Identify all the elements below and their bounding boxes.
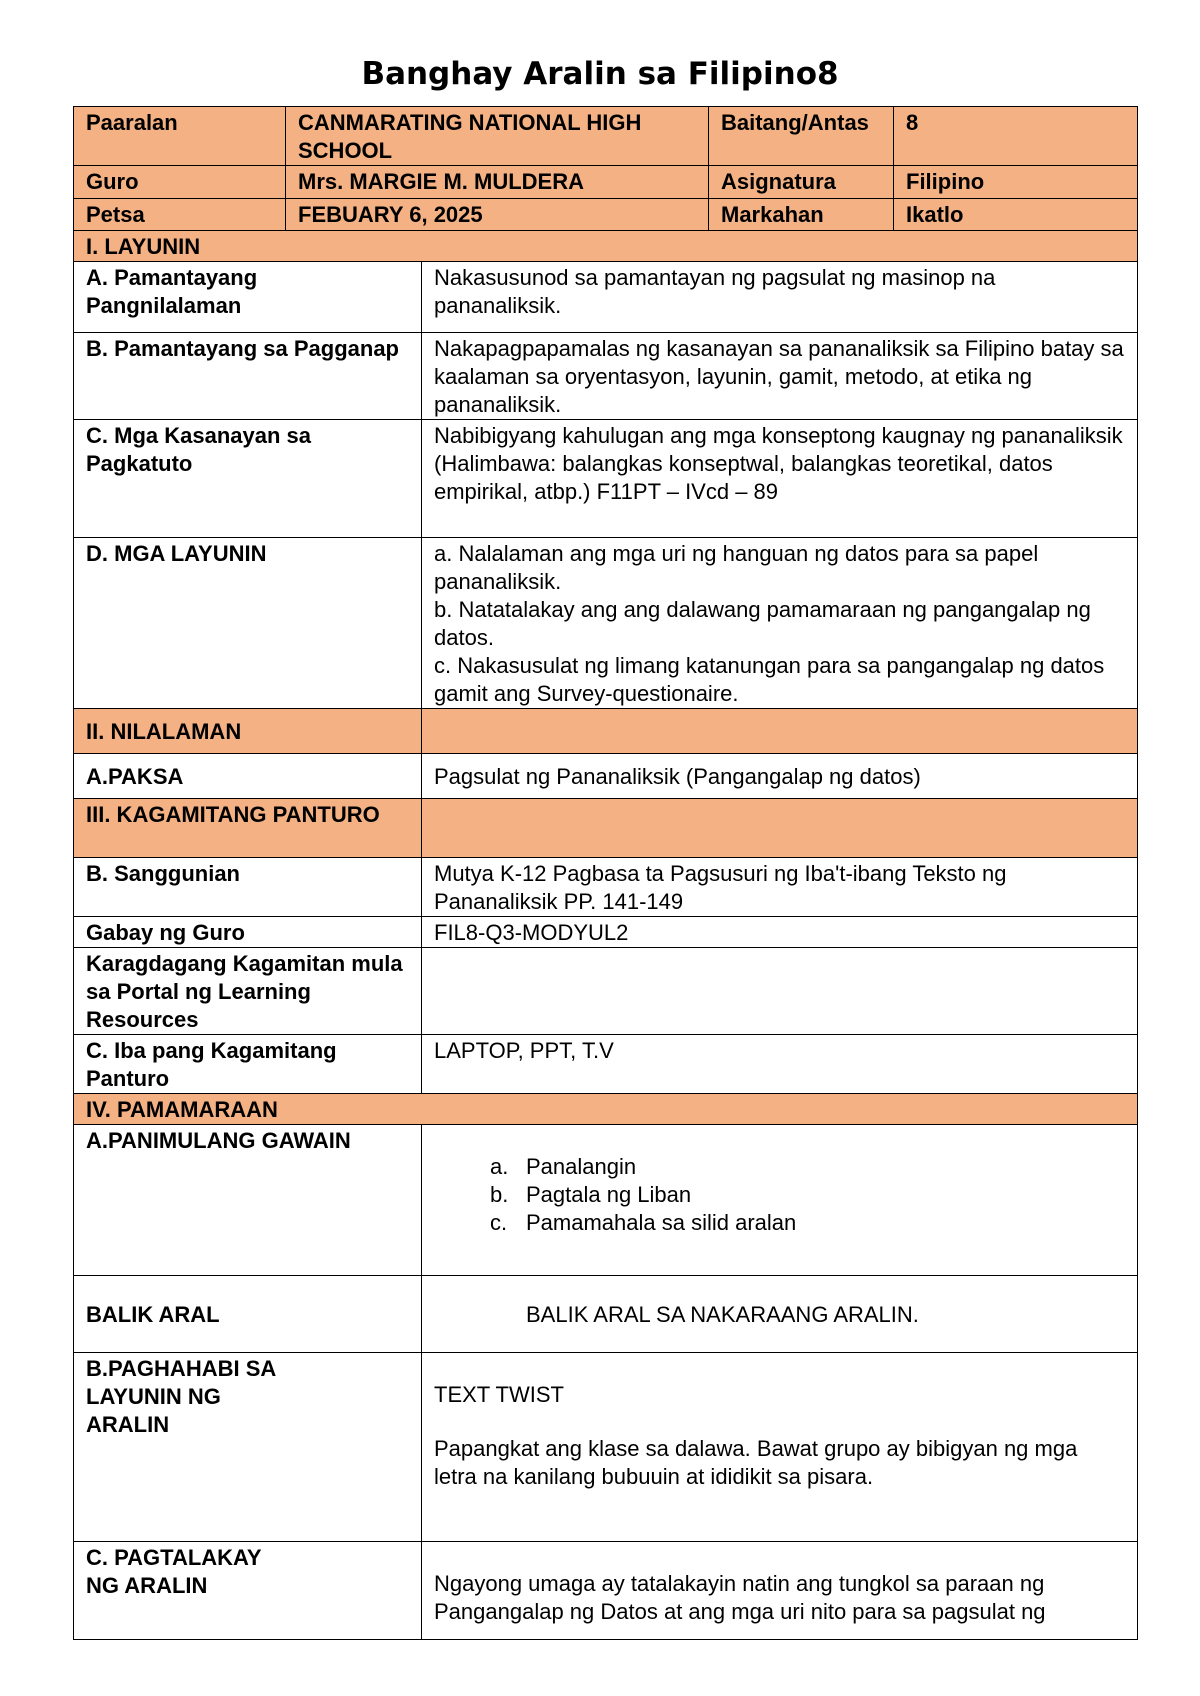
guro-value: Mrs. MARGIE M. MULDERA [286,166,709,199]
asignatura-value: Filipino [894,166,1138,199]
row-pangnilalaman [74,262,1138,333]
section-pamamaraan: IV. PAMAMARAAN [74,1094,1138,1125]
paghahabi-title: TEXT TWIST [434,1382,564,1407]
row-gabay [74,917,1138,948]
row-balik-aral [74,1276,1138,1353]
row-paksa [74,754,1138,799]
list-marker: b. [490,1182,509,1207]
petsa-value: FEBUARY 6, 2025 [286,199,709,232]
paaralan-label: Paaralan [74,107,286,166]
balik-value-text: BALIK ARAL SA NAKARAANG ARALIN. [526,1302,919,1327]
pangnilalaman-value: Nakasusunod sa pamantayan ng pagsulat ng masinop na pananaliksik. [422,262,1138,333]
row-sanggunian [74,858,1138,917]
section-row-kagamitan [74,799,1138,858]
paghahabi-label [74,1353,422,1542]
panimulang-item [490,1153,1125,1181]
baitang-value: 8 [894,107,1138,166]
list-item-text: Pamamahala sa silid aralan [526,1210,797,1235]
row-iba [74,1035,1138,1094]
markahan-label: Markahan [709,199,894,232]
section-kagamitan: III. KAGAMITANG PANTURO [74,799,422,858]
header-info-table [73,106,1138,232]
list-item-text: Panalangin [526,1154,637,1179]
panimulang-item [490,1209,1125,1237]
layunin-item-c: c. Nakasusulat ng limang katanungan para sa pangangalap ng datos gamit ang Survey-questionaire. [434,653,1105,706]
petsa-label: Petsa [74,199,286,232]
header-row-paaralan [74,107,1138,166]
row-pagtalakay [74,1542,1138,1640]
iba-label: C. Iba pang Kagamitang Panturo [74,1035,422,1094]
pagtalakay-label [74,1542,422,1640]
asignatura-label: Asignatura [709,166,894,199]
balik-value [422,1276,1138,1353]
list-marker: c. [490,1210,508,1235]
header-row-guro [74,166,1138,199]
section-kagamitan-empty [422,799,1138,858]
section-row-nilalaman [74,709,1138,754]
pagganap-value: Nakapagpapamalas ng kasanayan sa pananaliksik sa Filipino batay sa kaalaman sa oryentasyon, layunin, gamit, metodo, at etika ng pananaliksik. [422,333,1138,420]
kasanayan-label: C. Mga Kasanayan sa Pagkatuto [74,420,422,538]
panimulang-item [490,1181,1125,1209]
paghahabi-label-text: B.PAGHAHABI SA LAYUNIN NG ARALIN [86,1356,276,1437]
lesson-plan-table [73,230,1138,1640]
paaralan-value: CANMARATING NATIONAL HIGH SCHOOL [286,107,709,166]
layunin-item-a: a. Nalalaman ang mga uri ng hanguan ng datos para sa papel pananaliksik. [434,541,1039,594]
row-kasanayan [74,420,1138,538]
balik-label: BALIK ARAL [74,1276,422,1353]
pagtalakay-value [422,1542,1138,1640]
section-nilalaman: II. NILALAMAN [74,709,422,754]
row-pagganap [74,333,1138,420]
mga-layunin-value [422,538,1138,709]
layunin-item-b: b. Natatalakay ang ang dalawang pamamaraan ng pangangalap ng datos. [434,597,1091,650]
paghahabi-text: Papangkat ang klase sa dalawa. Bawat grupo ay bibigyan ng mga letra na kanilang bubuuin at ididikit sa pisara. [434,1436,1078,1489]
gabay-label: Gabay ng Guro [74,917,422,948]
karagdagang-value [422,948,1138,1035]
baitang-label: Baitang/Antas [709,107,894,166]
paksa-value: Pagsulat ng Pananaliksik (Pangangalap ng datos) [422,754,1138,799]
markahan-value: Ikatlo [894,199,1138,232]
iba-value: LAPTOP, PPT, T.V [422,1035,1138,1094]
section-nilalaman-empty [422,709,1138,754]
gabay-value: FIL8-Q3-MODYUL2 [422,917,1138,948]
sanggunian-label: B. Sanggunian [74,858,422,917]
list-marker: a. [490,1154,509,1179]
section-layunin: I. LAYUNIN [74,231,1138,262]
section-row-layunin [74,231,1138,262]
row-paghahabi [74,1353,1138,1542]
panimulang-value [422,1125,1138,1276]
pagganap-label: B. Pamantayang sa Pagganap [74,333,422,420]
section-row-pamamaraan [74,1094,1138,1125]
kasanayan-value-1: Nabibigyang kahulugan ang mga konseptong kaugnay ng pananaliksik [434,423,1123,448]
kasanayan-value-2: (Halimbawa: balangkas konseptwal, balangkas teoretikal, datos empirikal, atbp.) F11PT – IVcd – 89 [434,451,1053,504]
karagdagang-label: Karagdagang Kagamitan mula sa Portal ng Learning Resources [74,948,422,1035]
row-panimulang [74,1125,1138,1276]
paghahabi-value [422,1353,1138,1542]
list-item-text: Pagtala ng Liban [526,1182,692,1207]
sanggunian-value: Mutya K-12 Pagbasa ta Pagsusuri ng Iba't-ibang Teksto ng Pananaliksik PP. 141-149 [422,858,1138,917]
row-mga-layunin [74,538,1138,709]
guro-label: Guro [74,166,286,199]
paksa-label: A.PAKSA [74,754,422,799]
header-row-petsa [74,199,1138,232]
pagtalakay-label-text: C. PAGTALAKAY NG ARALIN [86,1545,262,1598]
panimulang-label: A.PANIMULANG GAWAIN [74,1125,422,1276]
row-karagdagang [74,948,1138,1035]
pagtalakay-text: Ngayong umaga ay tatalakayin natin ang tungkol sa paraan ng Pangangalap ng Datos at ang mga uri nito para sa pagsulat ng [434,1571,1046,1624]
panimulang-list [434,1153,1125,1237]
mga-layunin-label: D. MGA LAYUNIN [74,538,422,709]
kasanayan-value [422,420,1138,538]
pangnilalaman-label: A. Pamantayang Pangnilalaman [74,262,422,333]
page-title: Banghay Aralin sa Filipino8 [361,56,839,92]
